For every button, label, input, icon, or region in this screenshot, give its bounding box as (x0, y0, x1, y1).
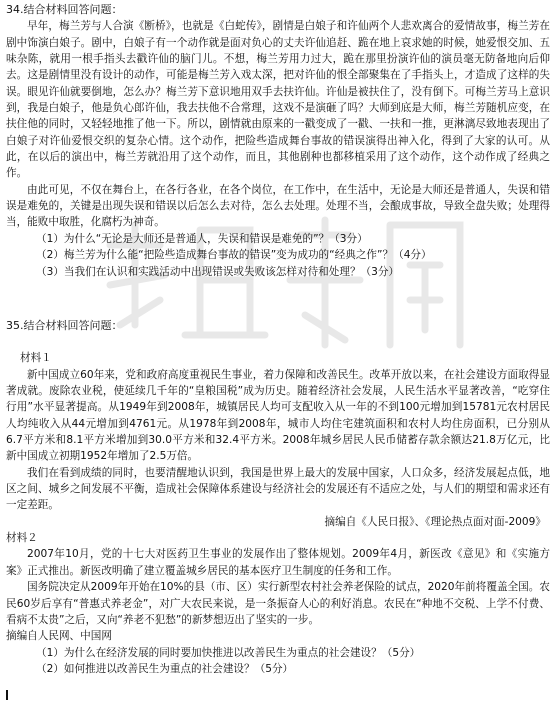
material-2-paragraph-2: 国务院决定从2009年开始在10%的县（市、区）实行新型农村社会养老保险的试点，2020年前将覆盖全国。农民60岁后享有“普惠式养老金”，对广大农民来说，是一条振奋人心的利好消息。农民在“种地不交税、上学不付费、看病不太贵”之后，又向“养老不犯愁”的新梦想迈出了坚实的一步。 (6, 581, 550, 626)
q34-paragraph-2: 由此可见，不仅在舞台上，在各行各业，在各个岗位，在工作中，在生活中，无论是大师还是普通人，失误和错误是难免的，关键是出现失误和错误以后怎么去对待，怎么去处理。处理不当，会酿成事故，导致全盘失败；处理得当，能败中取胜，化腐朽为神奇。 (6, 183, 550, 229)
question-34 (6, 2, 550, 280)
text-cursor (6, 690, 8, 700)
question-35 (6, 318, 550, 677)
material-2-paragraph-1: 2007年10月，党的十七大对医药卫生事业的发展作出了整体规划。2009年4月，新医改《意见》和《实施方案》正式推出。新医改明确了建立覆盖城乡居民的基本医疗卫生制度的任务和工作。 (6, 548, 550, 577)
q35-item-2: （2）如何推进以改善民生为重点的社会建设？（5分） (36, 662, 294, 675)
material-1-paragraph-1: 新中国成立60年来，党和政府高度重视民生事业，着力保障和改善民生。改革开放以来，在社会建设方面取得显著成就。废除农业税，使延续几千年的“皇粮国税”成为历史。随着经济社会发展，人民生活水平显著改善，“吃穿住行用”水平显著提高。从1949年到2008年，城镇居民人均可支配收入从一年的不到100元增加到15781元农村居民人均纯收入从44元增加到4761元。从1978年到2008年，城市人均住宅建筑面积和农村人均住房面积，已分别从6.7平方米和8.1平方米增加到30.0平方米和32.4平方米。2008年城乡居民人民币储蓄存款余额达21.8万亿元，比新中国成立初期1952年增加了2.5万倍。 (6, 368, 550, 463)
q34-item-3: （3）当我们在认识和实践活动中出现错误或失败该怎样对待和处理？（3分） (36, 265, 400, 278)
material-2-source: 摘编自人民网、中国网 (6, 630, 112, 643)
material-1-title: 材料１ (20, 352, 52, 365)
q35-heading: 35.结合材料回答问题： (6, 319, 123, 332)
material-2-title: 材料２ (6, 532, 38, 545)
q34-heading: 34.结合材料回答问题： (6, 3, 123, 16)
material-1-paragraph-2: 我们在看到成绩的同时，也要清醒地认识到，我国是世界上最大的发展中国家，人口众多，经济发展起点低，地区之间、城乡之间发展不平衡，造成社会保障体系建设与经济社会的发展还有不适应之处，与人们的期望和需求还有一定差距。 (6, 466, 550, 512)
material-1-source: 摘编自《人民日报》、《理论热点面对面-2009》 (324, 515, 546, 528)
q34-item-1: （1）为什么“无论是大师还是普通人，失误和错误是难免的”？（3分） (36, 232, 368, 245)
q35-item-1: （1）为什么在经济发展的同时要加快推进以改善民生为重点的社会建设？（5分） (36, 646, 421, 659)
q34-paragraph-1: 早年，梅兰芳与人合演《断桥》，也就是《白蛇传》，剧情是白娘子和许仙两个人悲欢离合的爱情故事，梅兰芳在剧中饰演白娘子。剧中，白娘子有一个动作就是面对负心的丈夫许仙追赶、跪在地上哀求她的时候，她爱恨交加、五味杂陈，就用一根手指头去戳许仙的脑门儿。不想，梅兰芳用力过大，跪在那里扮演许仙的演员毫无防备地向后仰去。这是剧情里没有设计的动作，可能是梅兰芳入戏太深，把对许仙的恨全部聚集在了手指头上，才造成了这样的失误。眼见许仙就要倒地，怎么办？梅兰芳下意识地用双手去扶许仙。许仙是被扶住了，没有倒下。可梅兰芳马上意识到，我是白娘子，他是负心郎许仙，我去扶他不合常理，这戏不是演砸了吗？大师到底是大师，梅兰芳随机应变，在扶住他的同时，又轻轻地推了他一下。所以，剧情就由原来的一戳变成了一戳、一扶和一推，更淋漓尽致地表现出了白娘子对许仙爱恨交织的复杂心情。这个动作，把险些造成舞台事故的错误演得出神入化，得到了大家的认可。从此，在以后的演出中，梅兰芳就沿用了这个动作，而且，其他剧种也都移植采用了这个动作，这个动作成了经典之作。 (6, 20, 550, 180)
q34-item-2: （2）梅兰芳为什么能“把险些造成舞台事故的错误”变为成功的“经典之作”？（4分） (36, 249, 432, 262)
